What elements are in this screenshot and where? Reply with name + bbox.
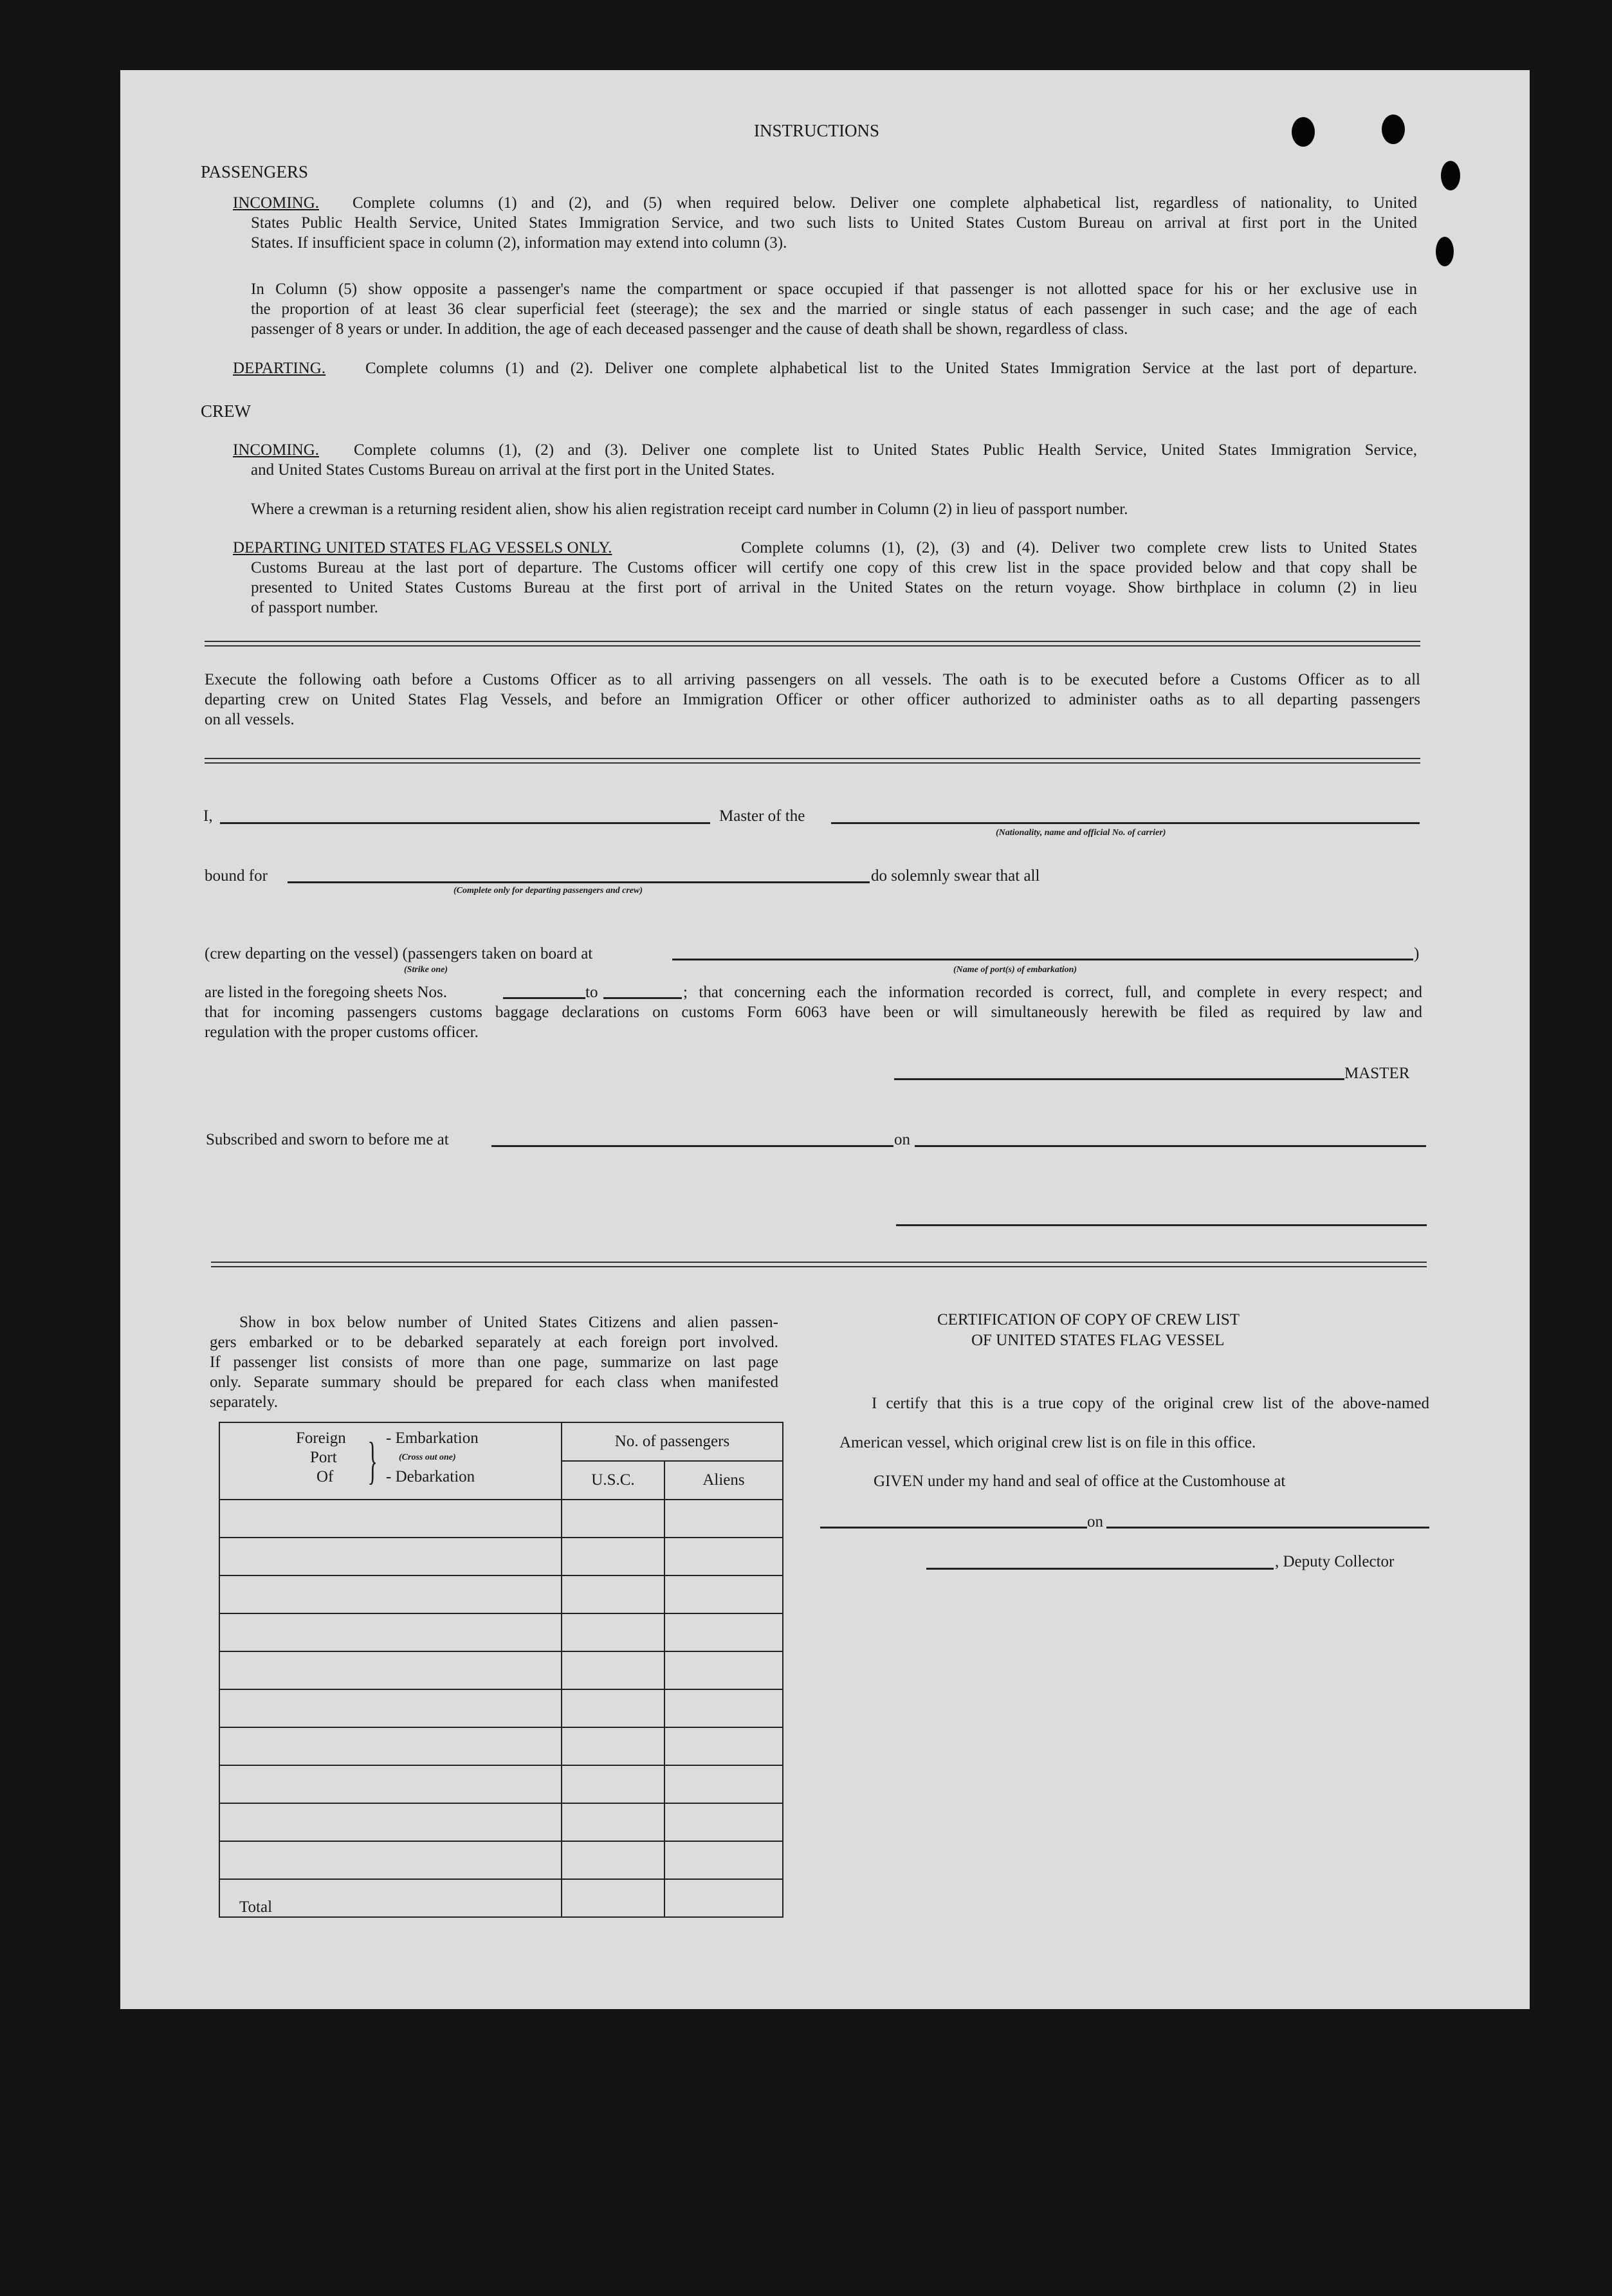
usc-cell[interactable] [562,1803,664,1841]
flag-vessels-line: Customs Bureau at the last port of departure. The Customs officer will certify one copy of this crew list in the space provided below and that copy shall be [251,559,1417,576]
port-cell[interactable] [219,1841,562,1879]
aliens-cell[interactable] [664,1765,783,1803]
listed-line: that for incoming passengers customs baggage declarations on customs Form 6063 have been or will simultaneously herewith be filed as required by law and [205,1004,1422,1021]
certification-on-label: on [1087,1513,1103,1530]
total-row [219,1879,783,1917]
certification-title: CERTIFICATION OF COPY OF CREW LIST [937,1311,1240,1328]
punch-hole [1382,115,1405,144]
table-row [219,1613,783,1651]
port-cell[interactable] [219,1538,562,1575]
port-cell[interactable] [219,1803,562,1841]
crew-incoming-line: and United States Customs Bureau on arrival at the first port in the United States. [251,461,775,479]
double-rule [205,758,1420,764]
passengers-heading: PASSENGERS [201,162,309,181]
aliens-cell[interactable] [664,1689,783,1727]
to-label: to [585,984,598,1001]
aliens-cell[interactable] [664,1651,783,1689]
bound-for-label: bound for [205,867,268,885]
punch-hole [1441,161,1460,190]
customhouse-field[interactable] [820,1527,1087,1529]
oath-intro-line: departing crew on United States Flag Vessels, and before an Immigration Officer or other officer authorized to administer oaths as to all departing passengers [205,691,1420,708]
passenger-summary-table [219,1422,783,1918]
column5-line: In Column (5) show opposite a passenger's name the compartment or space occupied if that passenger is not allotted space for his or her exclusive use in [251,280,1417,298]
usc-total-cell[interactable] [562,1879,664,1917]
incoming-label-text: INCOMING. [233,194,320,212]
summary-line: separately. [210,1393,278,1411]
passengers-incoming-line: States. If insufficient space in column (2), information may extend into column (3). [251,234,787,252]
usc-cell[interactable] [562,1613,664,1651]
table-row [219,1500,783,1538]
subscribed-label: Subscribed and sworn to before me at [206,1131,449,1148]
usc-cell[interactable] [562,1500,664,1538]
table-row [219,1651,783,1689]
oath-i: I, [203,807,213,825]
master-label: MASTER [1344,1065,1410,1082]
on-label: on [894,1131,910,1148]
brace-icon: } [367,1433,378,1489]
usc-header: U.S.C. [562,1461,664,1500]
passengers-incoming-line: States Public Health Service, United States Immigration Service, and two such lists to United States Custom Bureau on arrival at first port in the United [251,214,1417,232]
deputy-collector-label: , Deputy Collector [1275,1553,1395,1570]
port-cell[interactable] [219,1765,562,1803]
column5-line: the proportion of at least 36 clear superficial feet (steerage); the sex and the married or single status of each passenger in such case; and the age of each [251,300,1417,318]
column5-line: passenger of 8 years or under. In addition, the age of each deceased passenger and the cause of death shall be shown, regardless of class. [251,320,1128,338]
port-cell[interactable] [219,1651,562,1689]
departing-label: DEPARTING. [233,360,326,377]
table-row [219,1727,783,1765]
aliens-cell[interactable] [664,1841,783,1879]
listed-line: regulation with the proper customs officer. [205,1024,479,1041]
flag-vessels-line: presented to United States Customs Bureau at the first port of arrival in the United States on the return voyage. Show birthplace in column (2) in lieu [251,579,1417,596]
table-row [219,1803,783,1841]
page-title: INSTRUCTIONS [754,121,880,140]
master-name-field[interactable] [220,822,710,824]
carrier-field[interactable] [831,822,1420,824]
usc-cell[interactable] [562,1727,664,1765]
crew-resident-text: Where a crewman is a returning resident alien, show his alien registration receipt card number in Column (2) in lieu of passport number. [251,501,1128,518]
departing-text: Complete columns (1) and (2). Deliver one complete alphabetical list to the United States Immigration Service at the last port of departure. [365,360,1417,377]
table-row [219,1538,783,1575]
double-rule [211,1262,1427,1267]
certification-title: OF UNITED STATES FLAG VESSEL [971,1332,1225,1349]
certification-line: I certify that this is a true copy of the original crew list of the above-named [872,1395,1429,1412]
bound-for-field[interactable] [288,881,870,883]
crew-incoming-line: Complete columns (1), (2) and (3). Deliver one complete list to United States Public Health Service, United States Immigration Service, [354,441,1417,459]
summary-line: If passenger list consists of more than one page, summarize on last page [210,1354,778,1371]
certification-line: American vessel, which original crew list is on file in this office. [839,1434,1256,1451]
sheet-from-field[interactable] [503,997,585,999]
master-of-label: Master of the [719,807,805,825]
certification-date-field[interactable] [1106,1527,1429,1529]
sworn-place-field[interactable] [491,1145,893,1147]
officer-signature-field[interactable] [896,1224,1427,1226]
bound-caption: (Complete only for departing passengers and crew) [453,886,643,895]
close-paren: ) [1414,945,1420,962]
oath-intro-line: Execute the following oath before a Customs Officer as to all arriving passengers on all vessels. The oath is to be executed before a Customs Officer as to all [205,671,1420,688]
incoming-label [233,193,320,213]
aliens-total-cell[interactable] [664,1879,783,1917]
sheet-to-field[interactable] [603,997,682,999]
crew-heading: CREW [201,401,251,421]
no-of-passengers-header: No. of passengers [562,1422,783,1461]
table-row [219,1765,783,1803]
port-cell[interactable] [219,1689,562,1727]
table-row [219,1689,783,1727]
double-rule [205,641,1420,647]
foreign-port-header [219,1422,562,1500]
summary-line: Show in box below number of United States Citizens and alien passen- [239,1314,778,1331]
port-cell[interactable] [219,1500,562,1538]
deputy-signature-field[interactable] [926,1568,1274,1570]
table-row [219,1841,783,1879]
usc-cell[interactable] [562,1538,664,1575]
aliens-cell[interactable] [664,1613,783,1651]
foreign-label: Foreign [296,1429,346,1447]
aliens-cell[interactable] [664,1575,783,1613]
cross-out-caption: (Cross out one) [399,1453,456,1462]
port-caption: (Name of port(s) of embarkation) [953,965,1077,975]
total-label: Total [219,1879,562,1917]
embarkation-label: - Embarkation [386,1429,479,1447]
summary-line: only. Separate summary should be prepared for each class when manifested [210,1373,778,1391]
passengers-incoming-line: Complete columns (1) and (2), and (5) when required below. Deliver one complete alphabetical list, regardless of nationality, to United [353,194,1417,212]
flag-vessels-line: of passport number. [251,599,378,616]
listed-text: are listed in the foregoing sheets Nos. [205,984,447,1001]
port-cell[interactable] [219,1575,562,1613]
aliens-header: Aliens [664,1461,783,1500]
aliens-cell[interactable] [664,1500,783,1538]
sworn-date-field[interactable] [915,1145,1426,1147]
swear-text: do solemnly swear that all [871,867,1040,885]
carrier-caption: (Nationality, name and official No. of carrier) [996,828,1166,838]
port-label: Port [310,1449,337,1466]
port-embarkation-field[interactable] [672,959,1413,960]
summary-line: gers embarked or to be debarked separately at each foreign port involved. [210,1334,778,1351]
master-signature-field[interactable] [894,1078,1344,1080]
usc-cell[interactable] [562,1689,664,1727]
table-row [219,1575,783,1613]
flag-vessels-line: Complete columns (1), (2), (3) and (4). Deliver two complete crew lists to United States [741,539,1417,556]
usc-cell[interactable] [562,1575,664,1613]
flag-vessels-label: DEPARTING UNITED STATES FLAG VESSELS ONLY. [233,539,612,556]
strike-one-text: (crew departing on the vessel) (passengers taken on board at [205,945,593,962]
certification-line: GIVEN under my hand and seal of office at the Customhouse at [874,1473,1286,1490]
punch-hole [1436,237,1454,266]
listed-text: ; that concerning each the information recorded is correct, full, and complete in every respect; and [683,984,1422,1001]
usc-cell[interactable] [562,1651,664,1689]
of-label: Of [316,1468,334,1485]
aliens-cell[interactable] [664,1727,783,1765]
crew-incoming-label: INCOMING. [233,441,320,459]
aliens-cell[interactable] [664,1538,783,1575]
aliens-cell[interactable] [664,1803,783,1841]
usc-cell[interactable] [562,1765,664,1803]
port-cell[interactable] [219,1613,562,1651]
punch-hole [1292,117,1315,147]
oath-intro-line: on all vessels. [205,711,295,728]
debarkation-label: - Debarkation [386,1468,475,1485]
strike-caption: (Strike one) [404,965,448,975]
usc-cell[interactable] [562,1841,664,1879]
port-cell[interactable] [219,1727,562,1765]
